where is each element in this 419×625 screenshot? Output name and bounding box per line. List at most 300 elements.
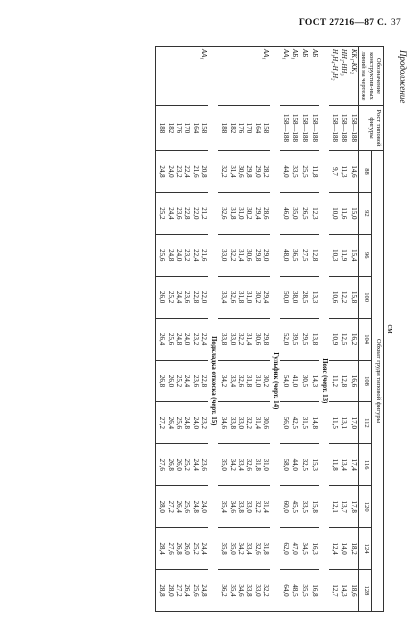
cell-value: 25,2	[166, 291, 175, 304]
value-cell	[218, 528, 270, 570]
cell-value: 22,4	[191, 249, 200, 262]
cell-value: 26,0	[166, 374, 175, 388]
cell-value: 28,6	[262, 207, 271, 220]
cell-value: 28,0	[158, 500, 167, 513]
cell-value: 35,0	[220, 458, 229, 471]
cell-value: 22,8	[191, 291, 200, 304]
value-cell: 36,5	[290, 234, 300, 276]
height-value: 188	[158, 122, 167, 134]
cell-value: 33,8	[228, 416, 237, 430]
value-cell: 13,8	[309, 318, 319, 360]
value-cell	[218, 444, 270, 486]
section-row	[270, 47, 280, 612]
cell-value: 24,4	[166, 207, 175, 220]
value-cell: 15,3	[309, 444, 319, 486]
cell-value: 24,4	[175, 291, 184, 304]
cell-value: 28,4	[158, 542, 167, 555]
value-cell: 15,8	[348, 276, 358, 318]
cell-value: 24,0	[183, 332, 192, 346]
value-cell: 45,5	[290, 486, 300, 528]
cell-value: 26,4	[175, 500, 184, 513]
cell-value: 30,6	[262, 416, 271, 430]
cell-value: 33,4	[228, 374, 237, 388]
value-cell: 31,5	[299, 402, 309, 444]
cell-value: 33,0	[220, 249, 229, 262]
value-cell: 12,8	[309, 234, 319, 276]
cell-value: 24,0	[191, 416, 200, 430]
cell-value: 22,4	[200, 332, 209, 346]
value-cell: 39,5	[290, 318, 300, 360]
height-value: 158	[262, 122, 271, 134]
cell-value: 22,8	[200, 374, 209, 388]
value-cell: 12,1	[329, 486, 339, 528]
girth-header-108: 108	[359, 360, 371, 402]
value-cell: 28,5	[299, 276, 309, 318]
figure-height: 158—188	[280, 106, 290, 151]
line-designation: АБ	[299, 47, 309, 106]
cell-value: 30,2	[262, 374, 271, 388]
cell-value: 32,6	[228, 291, 237, 304]
cell-value: 33,8	[245, 584, 254, 597]
cell-value: 23,6	[191, 374, 200, 388]
value-cell: 11,6	[339, 192, 349, 234]
cell-value: 22,4	[183, 165, 192, 178]
cell-value: 27,2	[175, 584, 184, 597]
line-designation: АБ	[309, 47, 319, 106]
value-cell: 15,8	[309, 486, 319, 528]
cell-value: 24,4	[200, 542, 209, 555]
cell-value: 29,4	[253, 207, 262, 220]
value-cell: 42,5	[290, 402, 300, 444]
cell-value: 28,2	[262, 165, 271, 178]
value-cell: 17,0	[348, 402, 358, 444]
cell-value: 25,6	[166, 332, 175, 346]
cell-value: 25,2	[175, 374, 184, 388]
height-value: 176	[237, 122, 246, 134]
value-cell: 30,5	[299, 360, 309, 402]
cell-value: 24,8	[183, 416, 192, 430]
value-cell: 60,0	[280, 486, 290, 528]
cell-value: 26,8	[166, 458, 175, 471]
page-header	[0, 0, 419, 40]
value-cell: 11,9	[339, 234, 349, 276]
cell-value: 33,4	[237, 458, 246, 471]
cell-value: 26,0	[158, 291, 167, 304]
cell-value: 34,6	[237, 584, 246, 597]
figure-height	[155, 106, 208, 151]
cell-value: 31,0	[245, 291, 254, 304]
section-row	[208, 47, 218, 612]
figure-height: 158—188	[339, 106, 349, 151]
figure-height	[218, 106, 270, 151]
cell-value: 21,6	[200, 249, 209, 262]
cell-value: 24,4	[183, 374, 192, 388]
value-cell: 52,0	[280, 318, 290, 360]
value-cell	[218, 360, 270, 402]
value-cell: 13,4	[339, 444, 349, 486]
cell-value: 23,6	[183, 291, 192, 304]
line-designation: АА₁	[280, 47, 290, 106]
value-cell: 32,5	[299, 444, 309, 486]
cell-value: 34,2	[220, 374, 229, 388]
cell-value: 23,6	[200, 458, 209, 471]
table-row	[155, 47, 208, 612]
cell-value: 32,2	[237, 332, 246, 346]
value-cell: 33,5	[299, 486, 309, 528]
value-cell: 13,7	[339, 486, 349, 528]
figure-height: 158—188	[329, 106, 339, 151]
cell-value: 30,6	[253, 332, 262, 346]
cell-value: 20,8	[200, 165, 209, 178]
value-cell: 10,9	[329, 318, 339, 360]
value-cell: 12,5	[339, 318, 349, 360]
table-row	[339, 47, 349, 612]
cell-value: 32,2	[262, 584, 271, 597]
cell-value: 28,0	[166, 584, 175, 597]
girth-header-100: 100	[359, 276, 371, 318]
section-title: Подкладка откоска (черт. 15)	[208, 151, 218, 612]
cell-value: 33,8	[220, 332, 229, 346]
cell-value: 31,8	[237, 291, 246, 304]
cell-value: 24,8	[200, 584, 209, 597]
cell-value: 31,4	[237, 249, 246, 262]
value-cell: 12,8	[339, 360, 349, 402]
cell-value: 31,8	[262, 542, 271, 555]
value-cell: 16,2	[348, 318, 358, 360]
value-cell: 13,1	[339, 402, 349, 444]
value-cell: 54,0	[280, 360, 290, 402]
table-row	[280, 47, 290, 612]
section-title: Пояс (черт. 13)	[319, 151, 329, 612]
cell-value: 32,6	[220, 207, 229, 220]
value-cell: 58,0	[280, 444, 290, 486]
height-value: 164	[191, 122, 200, 134]
value-cell	[218, 192, 270, 234]
cell-value: 25,2	[158, 207, 167, 220]
cell-value: 24,8	[158, 165, 167, 178]
cell-value: 27,6	[158, 458, 167, 471]
value-cell	[218, 276, 270, 318]
cell-value: 23,2	[175, 165, 184, 178]
value-cell: 29,5	[299, 318, 309, 360]
cell-value: 33,0	[245, 500, 254, 513]
header-chest-girth: Обхват груди типовой фигуры	[371, 151, 383, 612]
value-cell: 64,0	[280, 570, 290, 612]
cell-value: 23,2	[183, 249, 192, 262]
value-cell: 38,0	[290, 276, 300, 318]
cell-value: 30,2	[253, 291, 262, 304]
line-designation: HH₂-HH₃	[339, 47, 349, 106]
height-value: 164	[253, 122, 262, 134]
cell-value: 30,2	[245, 207, 254, 220]
cell-value: 27,2	[166, 500, 175, 513]
value-cell	[155, 402, 208, 444]
value-cell: 33,5	[290, 151, 300, 193]
table-row	[290, 47, 300, 612]
cell-value: 34,2	[228, 458, 237, 471]
value-cell	[218, 486, 270, 528]
cell-value: 30,6	[237, 165, 246, 178]
page-prefix: С.	[377, 18, 387, 28]
value-cell: 11,5	[329, 402, 339, 444]
table-row	[329, 47, 339, 612]
height-value: 188	[220, 122, 229, 134]
value-cell: 17,4	[348, 444, 358, 486]
value-cell: 11,3	[339, 151, 349, 193]
figure-height: 158—188	[299, 106, 309, 151]
line-designation: АБ₁	[290, 47, 300, 106]
value-cell	[155, 444, 208, 486]
cell-value: 36,2	[220, 584, 229, 597]
value-cell: 10,3	[329, 234, 339, 276]
cell-value: 31,8	[245, 374, 254, 388]
value-cell: 9,7	[329, 151, 339, 193]
value-cell: 25,5	[299, 151, 309, 193]
cell-value: 35,0	[228, 542, 237, 555]
value-cell: 12,2	[339, 276, 349, 318]
section-title: Гульфик (черт. 14)	[270, 151, 280, 612]
girth-header-112: 112	[359, 402, 371, 444]
height-value: 182	[166, 122, 175, 134]
girth-header-88: 88	[359, 151, 371, 193]
value-cell: 16,8	[309, 570, 319, 612]
section-spacer	[208, 47, 218, 151]
cell-value: 22,0	[200, 291, 209, 304]
girth-header-124: 124	[359, 528, 371, 570]
cell-value: 31,8	[228, 207, 237, 220]
cell-value: 32,2	[253, 500, 262, 513]
cell-value: 25,6	[158, 249, 167, 262]
header-row-1	[371, 47, 383, 612]
cell-value: 29,0	[262, 249, 271, 262]
cell-value: 33,0	[228, 332, 237, 346]
line-designation: KK₁-KK₂	[348, 47, 358, 106]
line-designation: АА₁	[218, 47, 270, 106]
value-cell: 16,3	[309, 528, 319, 570]
table-row	[348, 47, 358, 612]
cell-value: 24,0	[166, 165, 175, 178]
table-row	[218, 47, 270, 612]
height-value: 158	[200, 122, 209, 134]
rotated-table-area	[8, 46, 398, 612]
standard-header	[299, 18, 401, 28]
value-cell: 46,0	[280, 192, 290, 234]
unit-label: см	[386, 324, 396, 334]
cell-value: 34,6	[220, 416, 229, 430]
value-cell: 11,8	[329, 444, 339, 486]
value-cell: 44,0	[280, 151, 290, 193]
height-value: 170	[183, 122, 192, 134]
value-cell: 15,0	[348, 192, 358, 234]
cell-value: 35,4	[228, 584, 237, 597]
cell-value: 29,0	[253, 165, 262, 178]
header-line-designation: Обозначение конструктив-ных линий на чертеже	[359, 47, 384, 106]
continuation-label: Продолжение	[398, 50, 408, 104]
section-row	[319, 47, 329, 612]
cell-value: 31,8	[253, 458, 262, 471]
value-cell: 12,4	[329, 528, 339, 570]
cell-value: 28,8	[158, 584, 167, 597]
value-cell: 27,5	[299, 234, 309, 276]
girth-header-92: 92	[359, 192, 371, 234]
value-cell: 44,0	[290, 444, 300, 486]
value-cell	[218, 402, 270, 444]
value-cell: 41,0	[290, 360, 300, 402]
value-cell	[155, 570, 208, 612]
cell-value: 29,4	[262, 291, 271, 304]
value-cell: 11,2	[329, 360, 339, 402]
value-cell	[218, 570, 270, 612]
cell-value: 25,2	[183, 458, 192, 471]
figure-height: 158—188	[348, 106, 358, 151]
table-body	[155, 47, 358, 612]
cell-value: 24,0	[175, 249, 184, 262]
value-cell	[155, 192, 208, 234]
value-cell: 47,0	[290, 528, 300, 570]
cell-value: 22,8	[183, 207, 192, 220]
cell-value: 31,0	[262, 458, 271, 471]
value-cell: 48,5	[290, 570, 300, 612]
cell-value: 32,6	[245, 458, 254, 471]
figure-height: 158—188	[309, 106, 319, 151]
page-number: 37	[390, 18, 401, 28]
value-cell: 18,6	[348, 570, 358, 612]
cell-value: 30,6	[245, 249, 254, 262]
cell-value: 25,6	[183, 500, 192, 513]
value-cell: 34,5	[299, 528, 309, 570]
cell-value: 31,4	[262, 500, 271, 513]
girth-header-104: 104	[359, 318, 371, 360]
cell-value: 26,4	[183, 584, 192, 597]
cell-value: 32,2	[228, 249, 237, 262]
value-cell: 14,0	[339, 528, 349, 570]
value-cell: 10,0	[329, 192, 339, 234]
cell-value: 35,4	[220, 500, 229, 513]
cell-value: 23,2	[191, 332, 200, 346]
value-cell: 10,6	[329, 276, 339, 318]
cell-value: 25,6	[175, 416, 184, 430]
value-cell: 48,0	[280, 234, 290, 276]
value-cell: 35,5	[299, 570, 309, 612]
cell-value: 34,2	[237, 542, 246, 555]
cell-value: 33,0	[253, 584, 262, 597]
value-cell: 35,0	[290, 192, 300, 234]
cell-value: 33,0	[237, 416, 246, 430]
cell-value: 24,8	[191, 500, 200, 513]
height-value: 182	[228, 122, 237, 134]
value-cell: 13,3	[309, 276, 319, 318]
cell-value: 23,2	[200, 416, 209, 430]
cell-value: 29,8	[262, 332, 271, 346]
section-spacer	[270, 47, 280, 151]
value-cell: 12,3	[309, 192, 319, 234]
cell-value: 21,2	[200, 207, 209, 220]
cell-value: 27,6	[166, 542, 175, 555]
cell-value: 24,0	[200, 500, 209, 513]
value-cell: 14,3	[309, 360, 319, 402]
girth-header-96: 96	[359, 234, 371, 276]
value-cell: 50,0	[280, 276, 290, 318]
section-spacer	[319, 47, 329, 151]
value-cell	[155, 276, 208, 318]
measurement-table	[155, 46, 384, 612]
value-cell	[155, 486, 208, 528]
header-figure-height: Рост типовой фигуры	[359, 106, 384, 151]
value-cell: 62,0	[280, 528, 290, 570]
cell-value: 32,2	[220, 165, 229, 178]
value-cell: 11,8	[309, 151, 319, 193]
value-cell: 16,6	[348, 360, 358, 402]
cell-value: 25,2	[191, 542, 200, 555]
line-designation: H₁H₄-H₁H₂	[329, 47, 339, 106]
cell-value: 22,0	[191, 207, 200, 220]
cell-value: 24,8	[166, 249, 175, 262]
cell-value: 24,4	[191, 458, 200, 471]
standard-number: ГОСТ 27216—87	[298, 18, 375, 28]
value-cell	[155, 318, 208, 360]
girth-header-116: 116	[359, 444, 371, 486]
value-cell: 14,8	[309, 402, 319, 444]
cell-value: 32,2	[245, 416, 254, 430]
value-cell: 26,5	[299, 192, 309, 234]
value-cell	[155, 528, 208, 570]
value-cell	[155, 151, 208, 193]
cell-value: 26,4	[158, 332, 167, 346]
cell-value: 33,4	[245, 542, 254, 555]
value-cell: 18,2	[348, 528, 358, 570]
cell-value: 31,4	[245, 332, 254, 346]
cell-value: 32,6	[253, 542, 262, 555]
value-cell: 12,7	[329, 570, 339, 612]
girth-header-120: 120	[359, 486, 371, 528]
girth-header-128: 128	[359, 570, 371, 612]
cell-value: 24,8	[175, 332, 184, 346]
value-cell	[218, 234, 270, 276]
cell-value: 29,8	[253, 249, 262, 262]
cell-value: 21,6	[191, 165, 200, 178]
value-cell: 56,0	[280, 402, 290, 444]
cell-value: 23,6	[175, 207, 184, 220]
figure-height: 158—188	[290, 106, 300, 151]
cell-value: 33,4	[220, 291, 229, 304]
cell-value: 25,6	[191, 584, 200, 597]
cell-value: 31,4	[228, 165, 237, 178]
cell-value: 31,0	[237, 207, 246, 220]
cell-value: 26,4	[166, 416, 175, 430]
value-cell: 17,8	[348, 486, 358, 528]
height-value: 170	[245, 122, 254, 134]
cell-value: 26,0	[175, 458, 184, 471]
value-cell	[155, 234, 208, 276]
table-row	[309, 47, 319, 612]
cell-value: 31,0	[253, 374, 262, 388]
cell-value: 29,8	[245, 165, 254, 178]
table-row	[299, 47, 309, 612]
cell-value: 26,8	[175, 542, 184, 555]
value-cell	[218, 151, 270, 193]
cell-value: 34,6	[228, 500, 237, 513]
value-cell: 14,3	[339, 570, 349, 612]
height-value: 176	[175, 122, 184, 134]
line-designation: АА₁	[155, 47, 208, 106]
value-cell: 14,6	[348, 151, 358, 193]
value-cell: 15,4	[348, 234, 358, 276]
cell-value: 26,8	[158, 374, 167, 388]
cell-value: 35,8	[220, 542, 229, 555]
cell-value: 31,4	[253, 416, 262, 430]
cell-value: 33,8	[237, 500, 246, 513]
cell-value: 27,2	[158, 416, 167, 430]
